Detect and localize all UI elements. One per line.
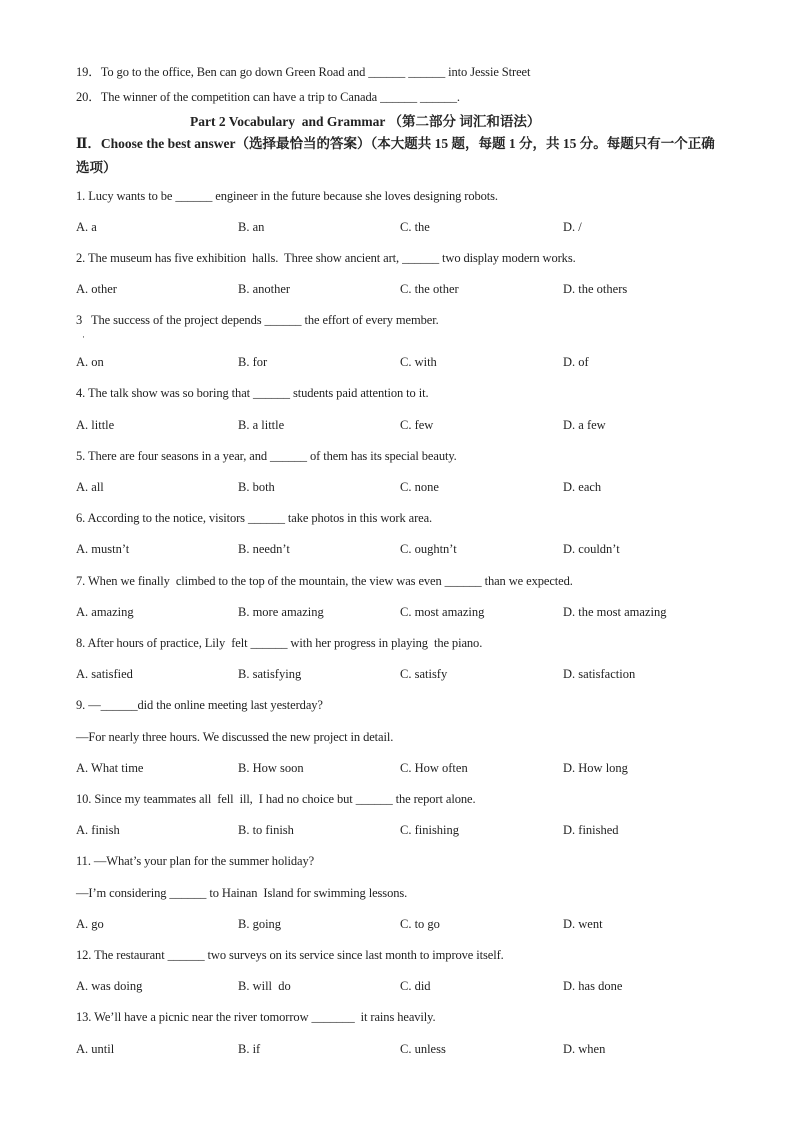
option-c: C. with [400, 355, 437, 369]
option-d: D. couldn’t [563, 542, 620, 556]
option-a: A. other [76, 282, 117, 296]
option-b: B. both [238, 480, 275, 494]
question-19: 19．To go to the office, Ben can go down Green Road and ______ ______ into Jessie Street [76, 65, 531, 79]
option-a: A. What time [76, 761, 144, 775]
option-a: A. until [76, 1042, 115, 1056]
option-b: B. satisfying [238, 667, 302, 681]
option-a: A. on [76, 355, 104, 369]
option-a: A. go [76, 917, 104, 931]
option-d: D. / [563, 220, 582, 234]
option-a: A. mustn’t [76, 542, 130, 556]
option-d: D. a few [563, 418, 606, 432]
question-stem: 1. Lucy wants to be ______ engineer in the future because she loves designing robots. [76, 189, 498, 203]
question-reply: —I’m considering ______ to Hainan Island for swimming lessons. [76, 886, 408, 900]
section-title: Ⅱ．Choose the best answer（选择最恰当的答案）（本大题共 15 题，每题 1 分，共 15 分。每题只有一个正确选项） [76, 136, 715, 175]
option-c: C. most amazing [400, 605, 485, 619]
option-b: B. How soon [238, 761, 304, 775]
option-c: C. to go [400, 917, 440, 931]
option-a: A. satisfied [76, 667, 133, 681]
option-d: D. of [563, 355, 589, 369]
option-b: B. another [238, 282, 291, 296]
option-c: C. oughtn’t [400, 542, 457, 556]
option-a: A. was doing [76, 979, 143, 993]
question-reply: —For nearly three hours. We discussed the new project in detail. [76, 730, 394, 744]
option-a: A. all [76, 480, 104, 494]
option-c: C. the [400, 220, 430, 234]
option-a: A. amazing [76, 605, 134, 619]
option-d: D. the others [563, 282, 628, 296]
question-stem: 2. The museum has five exhibition halls. Three show ancient art, ______ two display modern works. [76, 251, 576, 265]
part-title: Part 2 Vocabulary and Grammar （第二部分 词汇和语法） [190, 114, 541, 129]
question-stem: 13. We’ll have a picnic near the river tomorrow _______ it rains heavily. [76, 1010, 436, 1024]
option-d: D. the most amazing [563, 605, 667, 619]
option-c: C. did [400, 979, 431, 993]
option-d: D. finished [563, 823, 619, 837]
option-b: B. if [238, 1042, 261, 1056]
option-c: C. unless [400, 1042, 446, 1056]
option-c: C. finishing [400, 823, 460, 837]
option-c: C. the other [400, 282, 459, 296]
option-a: A. a [76, 220, 97, 234]
option-b: B. an [238, 220, 265, 234]
option-b: B. a little [238, 418, 285, 432]
question-stem: 12. The restaurant ______ two surveys on its service since last month to improve itself. [76, 948, 504, 962]
option-d: D. has done [563, 979, 623, 993]
option-a: A. finish [76, 823, 120, 837]
question-stem: 5. There are four seasons in a year, and ______ of them has its special beauty. [76, 449, 457, 463]
question-stem: 7. When we finally climbed to the top of the mountain, the view was even ______ than we expected. [76, 574, 573, 588]
option-a: A. little [76, 418, 115, 432]
option-b: B. more amazing [238, 605, 324, 619]
question-20: 20．The winner of the competition can have a trip to Canada ______ ______. [76, 90, 460, 104]
question-stem: 8. After hours of practice, Lily felt ______ with her progress in playing the piano. [76, 636, 483, 650]
option-c: C. How often [400, 761, 468, 775]
option-b: B. going [238, 917, 282, 931]
option-b: B. needn’t [238, 542, 290, 556]
stray-dot: · [82, 332, 85, 342]
option-b: B. to finish [238, 823, 294, 837]
option-d: D. went [563, 917, 603, 931]
option-d: D. when [563, 1042, 606, 1056]
question-stem: 6. According to the notice, visitors ______ take photos in this work area. [76, 511, 433, 525]
option-b: B. will do [238, 979, 291, 993]
option-c: C. few [400, 418, 434, 432]
option-c: C. satisfy [400, 667, 448, 681]
question-stem: 10. Since my teammates all fell ill, I had no choice but ______ the report alone. [76, 792, 476, 806]
question-stem: 9. —______did the online meeting last yesterday? [76, 698, 323, 712]
question-stem: 11. —What’s your plan for the summer holiday? [76, 854, 315, 868]
option-d: D. satisfaction [563, 667, 636, 681]
option-c: C. none [400, 480, 439, 494]
question-stem: 3 The success of the project depends ______ the effort of every member. [76, 313, 439, 327]
question-stem: 4. The talk show was so boring that ______ students paid attention to it. [76, 386, 429, 400]
option-b: B. for [238, 355, 268, 369]
option-d: D. each [563, 480, 602, 494]
option-d: D. How long [563, 761, 628, 775]
